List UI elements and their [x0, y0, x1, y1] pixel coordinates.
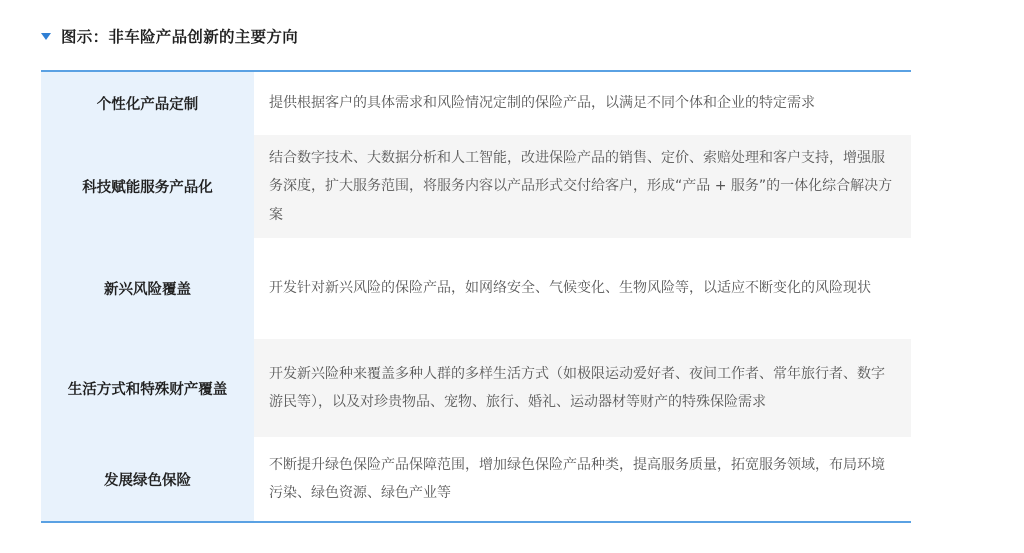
directions-table: [41, 70, 911, 523]
row-description: 开发新兴险种来覆盖多种人群的多样生活方式（如极限运动爱好者、夜间工作者、常年旅行者、数字游民等），以及对珍贵物品、宠物、旅行、婚礼、运动器材等财产的特殊保险需求: [254, 339, 911, 437]
table-row: [41, 72, 911, 135]
row-category: 新兴风险覆盖: [41, 238, 254, 339]
table-row: [41, 238, 911, 339]
table-row: [41, 339, 911, 437]
row-category: 生活方式和特殊财产覆盖: [41, 339, 254, 437]
row-description: 开发针对新兴风险的保险产品，如网络安全、气候变化、生物风险等，以适应不断变化的风险现状: [254, 238, 911, 339]
table-row: [41, 437, 911, 521]
row-description: 结合数字技术、大数据分析和人工智能，改进保险产品的销售、定价、索赔处理和客户支持，增强服务深度，扩大服务范围，将服务内容以产品形式交付给客户，形成“产品 + 服务”的一体化综合解决方案: [254, 135, 911, 238]
row-description: 提供根据客户的具体需求和风险情况定制的保险产品，以满足不同个体和企业的特定需求: [254, 72, 911, 135]
table-row: [41, 135, 911, 238]
row-category: 科技赋能服务产品化: [41, 135, 254, 238]
row-description: 不断提升绿色保险产品保障范围，增加绿色保险产品种类，提高服务质量，拓宽服务领域，布局环境污染、绿色资源、绿色产业等: [254, 437, 911, 521]
row-category: 个性化产品定制: [41, 72, 254, 135]
figure-title: 图示：非车险产品创新的主要方向: [61, 28, 299, 46]
triangle-down-icon: [41, 33, 51, 40]
figure-header: [41, 22, 298, 50]
row-category: 发展绿色保险: [41, 437, 254, 521]
